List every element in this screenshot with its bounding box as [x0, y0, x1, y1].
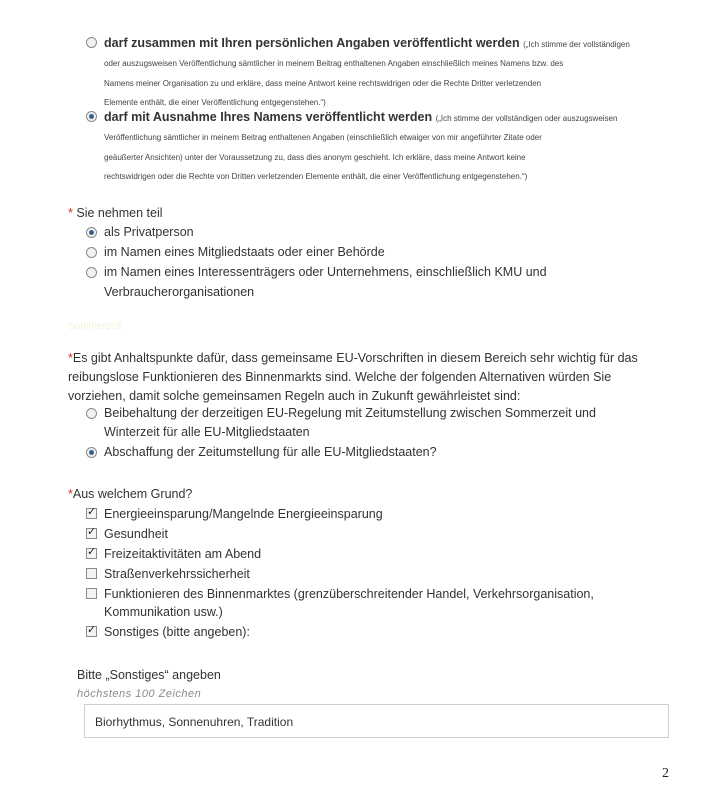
rules-abolish-change-radio[interactable] — [86, 447, 97, 458]
publication-option-with-name-detail: („Ich stimme der vollständigen — [523, 40, 630, 49]
participation-question-label: Sie nehmen teil — [76, 206, 163, 220]
publication-option-anonymous-text — [104, 108, 617, 129]
checkmark-icon: ✓ — [87, 505, 97, 518]
rules-question-line2: reibungslose Funktionieren des Binnenmarkts sind. Welche der folgenden Alternativen würden Sie — [68, 370, 612, 384]
reason-internal-market-label-line2: Kommunikation usw.) — [104, 605, 223, 619]
publication-option-anonymous-line2: Veröffentlichung sämtlicher in meinem Beitrag enthaltenen Angaben (einschließlich etwaiger von mir angeführter Zitate oder — [104, 133, 542, 142]
reason-road-safety-checkbox[interactable] — [86, 568, 97, 579]
publication-option-anonymous-line3: geäußerter Ansichten) unter der Voraussetzung zu, dass dies anonym geschieht. Ich erkläre, dass meine Antwort keine — [104, 153, 526, 162]
participation-member-state-radio[interactable] — [86, 247, 97, 258]
required-marker: * — [68, 487, 73, 501]
reason-internal-market-checkbox[interactable] — [86, 588, 97, 599]
other-specify-value: Biorhythmus, Sonnenuhren, Tradition — [95, 715, 294, 729]
reason-leisure-checkbox[interactable] — [86, 545, 97, 559]
publication-option-with-name-text — [104, 34, 630, 55]
reason-other-checkbox[interactable] — [86, 623, 97, 637]
reason-health-checkbox[interactable] — [86, 525, 97, 539]
rules-question-line1 — [68, 349, 638, 368]
publication-option-anonymous-detail: („Ich stimme der vollständigen oder auszugsweisen — [435, 114, 618, 123]
rules-keep-change-radio[interactable] — [86, 408, 97, 419]
participation-private-label: als Privatperson — [104, 225, 194, 239]
participation-private-radio[interactable] — [86, 227, 97, 238]
other-specify-input[interactable] — [84, 704, 669, 738]
rules-keep-change-label-line1: Beibehaltung der derzeitigen EU-Regelung mit Zeitumstellung zwischen Sommerzeit und — [104, 406, 596, 420]
rules-question-text-line1: Es gibt Anhaltspunkte dafür, dass gemeinsame EU-Vorschriften in diesem Bereich sehr wichtig für das — [72, 351, 638, 365]
page-number: 2 — [662, 766, 669, 781]
participation-question — [68, 204, 163, 223]
reason-internal-market-label-line1: Funktionieren des Binnenmarktes (grenzüberschreitender Handel, Verkehrsorganisation, — [104, 587, 594, 601]
other-specify-hint: höchstens 100 Zeichen — [77, 688, 202, 700]
required-marker: * — [68, 351, 73, 365]
participation-stakeholder-label-line1: im Namen eines Interessenträgers oder Unternehmens, einschließlich KMU und — [104, 265, 547, 279]
rules-abolish-change-label: Abschaffung der Zeitumstellung für alle EU-Mitgliedstaaten? — [104, 445, 437, 459]
rules-keep-change-label-line2: Winterzeit für alle EU-Mitgliedstaaten — [104, 425, 310, 439]
publication-option-with-name-title: darf zusammen mit Ihren persönlichen Angaben veröffentlicht werden — [104, 36, 520, 50]
rules-question-line3: vorziehen, damit solche gemeinsamen Regeln auch in Zukunft gewährleistet sind: — [68, 389, 521, 403]
participation-stakeholder-radio[interactable] — [86, 267, 97, 278]
reason-question-label: Aus welchem Grund? — [72, 487, 193, 501]
publication-option-with-name-line3: Namens meiner Organisation zu und erkläre, dass meine Antwort keine rechtswidrigen oder die Rechte Dritter verletzenden — [104, 79, 542, 88]
publication-option-anonymous-title: darf mit Ausnahme Ihres Namens veröffentlicht werden — [104, 110, 433, 124]
reason-leisure-label: Freizeitaktivitäten am Abend — [104, 547, 262, 561]
required-marker: * — [68, 206, 73, 220]
reason-other-label: Sonstiges (bitte angeben): — [104, 625, 250, 639]
publication-option-with-name-line2: oder auszugsweisen Veröffentlichung sämtlicher in meinem Beitrag enthaltenen Angaben einschließlich meines Namens bzw. des — [104, 59, 564, 68]
checkmark-icon: ✓ — [87, 545, 97, 558]
publication-option-anonymous-line4: rechtswidrigen oder die Rechte von Dritten verletzenden Elemente enthält, die einer Veröffentlichung entgegenstehen.“) — [104, 172, 528, 181]
participation-stakeholder-label-line2: Verbraucherorganisationen — [104, 285, 255, 299]
publication-option-with-name-radio[interactable] — [86, 37, 97, 48]
reason-energy-label: Energieeinsparung/Mangelnde Energieeinsparung — [104, 507, 383, 521]
other-specify-label: Bitte „Sonstiges“ angeben — [77, 668, 221, 682]
checkmark-icon: ✓ — [87, 623, 97, 636]
publication-option-anonymous-radio[interactable] — [86, 111, 97, 122]
checkmark-icon: ✓ — [87, 525, 97, 538]
reason-question — [68, 485, 192, 504]
reason-health-label: Gesundheit — [104, 527, 168, 541]
participation-member-state-label: im Namen eines Mitgliedstaats oder einer Behörde — [104, 245, 385, 259]
faint-section-heading: Sommerzeit — [68, 321, 122, 332]
reason-road-safety-label: Straßenverkehrssicherheit — [104, 567, 250, 581]
publication-option-with-name-line4: Elemente enthält, die einer Veröffentlichung entgegenstehen.“) — [104, 98, 326, 107]
reason-energy-checkbox[interactable] — [86, 505, 97, 519]
